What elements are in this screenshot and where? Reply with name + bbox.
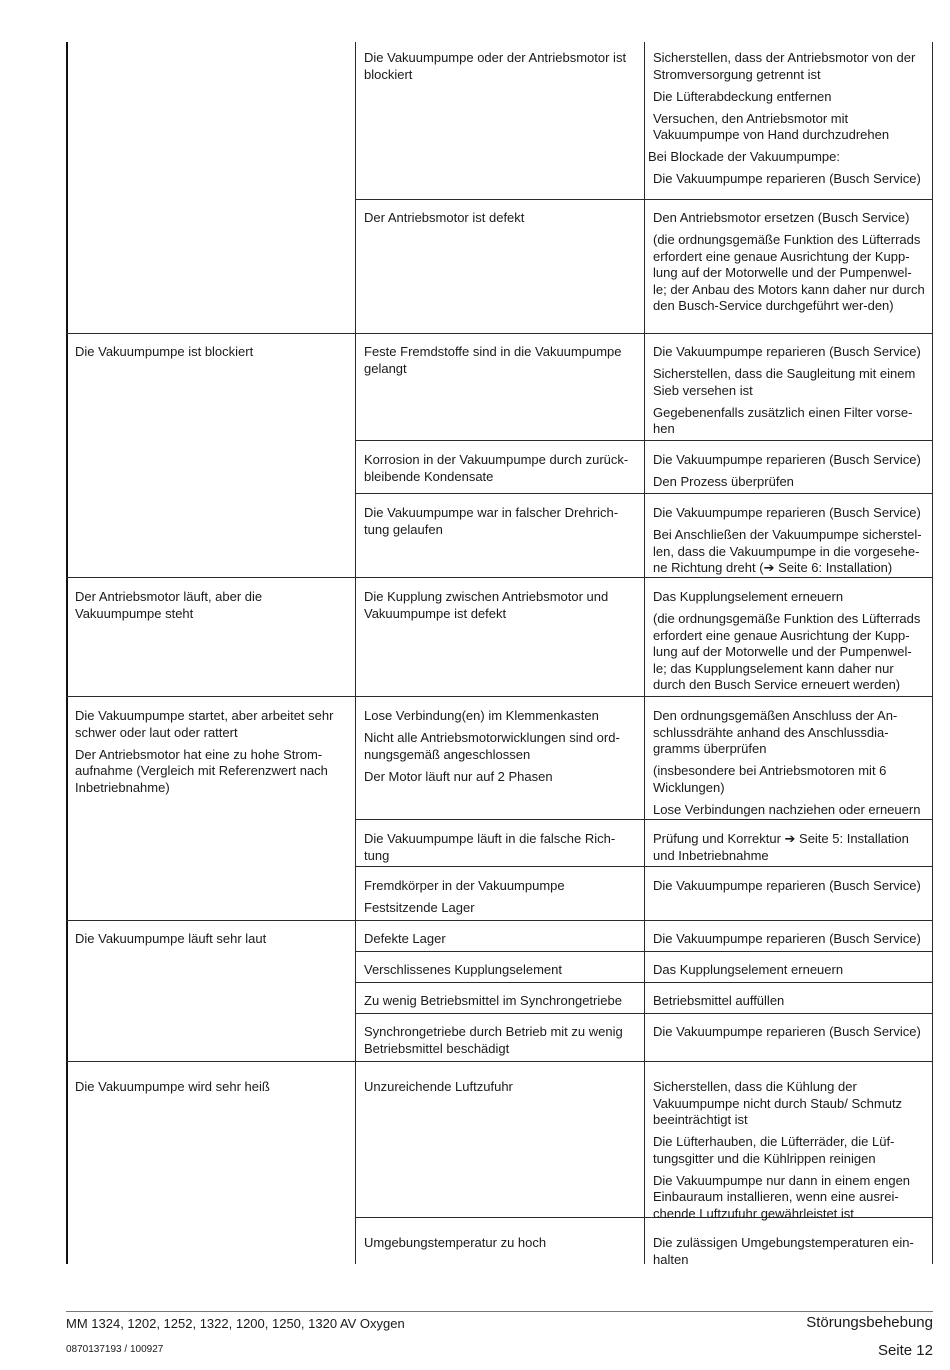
- remedy-cell: [653, 452, 925, 496]
- cause-cell-line: Umgebungstemperatur zu hoch: [364, 1235, 547, 1250]
- footer-rule: [66, 1311, 933, 1312]
- remedy-cell-line: Bei Blockade der Vakuumpumpe:: [648, 149, 840, 164]
- remedy-cell: [653, 210, 925, 320]
- remedy-cell-line: Die Vakuumpumpe reparieren (Busch Service): [653, 344, 921, 359]
- remedy-cell-line: Bei Anschließen der Vakuumpumpe sicherstel-len, dass die Vakuumpumpe in die vorgesehe-ne Richtung dreht (➔ Seite 6: Installation): [653, 527, 922, 575]
- cause-cell: [364, 878, 636, 922]
- remedy-cell-line: Den Prozess überprüfen: [653, 474, 794, 489]
- remedy-cell: [653, 1079, 925, 1228]
- symptom-cell: [75, 589, 345, 628]
- remedy-cell-line: Die Lüfterabdeckung entfernen: [653, 88, 832, 104]
- remedy-cell-line: Sicherstellen, dass die Kühlung der Vakuumpumpe nicht durch Staub/ Schmutz beeinträchtigt ist: [653, 1079, 903, 1127]
- cause-cell: [364, 589, 636, 628]
- cause-cell-line: Die Kupplung zwischen Antriebsmotor und Vakuumpumpe ist defekt: [364, 589, 609, 621]
- remedy-cell-line: (die ordnungsgemäße Funktion des Lüfterrads erfordert eine genaue Ausrichtung der Kupp-lung auf der Motorwelle und der Pumpenwel-le; das Kupplungselement kann daher nur durch den Busch Service erneuert werden): [653, 611, 921, 692]
- remedy-cell-line: Gegebenenfalls zusätzlich einen Filter vorse-hen: [653, 404, 913, 436]
- cause-cell-line: Die Vakuumpumpe war in falscher Drehrich-tung gelaufen: [364, 505, 619, 537]
- symptom-cell-line: Der Antriebsmotor hat eine zu hohe Strom-aufnahme (Vergleich mit Referenzwert nach Inbetriebnahme): [75, 746, 328, 795]
- remedy-cell-line: (die ordnungsgemäße Funktion des Lüfterrads erfordert eine genaue Ausrichtung der Kupp-lung auf der Motorwelle und der Pumpenwel-le; der Anbau des Motors kann daher nur durch den Busch-Service durchgeführt wer-den): [653, 232, 925, 313]
- remedy-cell: [653, 1024, 925, 1046]
- remedy-cell-line: (insbesondere bei Antriebsmotoren mit 6 Wicklungen): [653, 763, 887, 795]
- subrow-separator: [355, 199, 933, 200]
- symptom-cell-line: Die Vakuumpumpe ist blockiert: [75, 344, 254, 359]
- cause-cell: [364, 452, 636, 491]
- remedy-cell-line: Lose Verbindungen nachziehen oder erneuern: [653, 801, 921, 817]
- column-divider-cause: [355, 42, 356, 1264]
- footer-models: MM 1324, 1202, 1252, 1322, 1200, 1250, 1320 AV Oxygen: [66, 1316, 405, 1331]
- symptom-cell-line: Der Antriebsmotor läuft, aber die Vakuumpumpe steht: [75, 589, 263, 621]
- remedy-cell: [653, 993, 925, 1015]
- cause-cell-line: Fremdkörper in der Vakuumpumpe: [364, 878, 565, 893]
- symptom-cell-line: Die Vakuumpumpe wird sehr heiß: [75, 1079, 270, 1094]
- symptom-cell: [75, 708, 345, 802]
- symptom-cell-line: Die Vakuumpumpe läuft sehr laut: [75, 931, 267, 946]
- cause-cell-line: Zu wenig Betriebsmittel im Synchrongetriebe: [364, 993, 622, 1008]
- remedy-cell-line: Die Vakuumpumpe reparieren (Busch Service): [653, 878, 921, 893]
- remedy-cell: [648, 50, 925, 193]
- remedy-cell-line: Betriebsmittel auffüllen: [653, 993, 785, 1008]
- cause-cell-line: Korrosion in der Vakuumpumpe durch zurück-bleibende Kondensate: [364, 452, 629, 484]
- cause-cell: [364, 210, 636, 232]
- cause-cell: [364, 1024, 636, 1063]
- troubleshooting-table: [66, 42, 933, 1267]
- remedy-cell: [653, 1235, 925, 1274]
- remedy-cell-line: Versuchen, den Antriebsmotor mit Vakuumpumpe von Hand durchzudrehen: [653, 110, 890, 142]
- remedy-cell: [653, 831, 925, 870]
- cause-cell-line: Lose Verbindung(en) im Klemmenkasten: [364, 708, 599, 723]
- remedy-cell-line: Die Vakuumpumpe reparieren (Busch Service): [653, 505, 921, 520]
- table-border-right: [932, 42, 933, 1264]
- remedy-cell: [653, 962, 925, 984]
- remedy-cell-line: Sicherstellen, dass die Saugleitung mit einem Sieb versehen ist: [653, 366, 916, 398]
- remedy-cell: [653, 344, 925, 443]
- footer-section: Störungsbehebung: [806, 1314, 933, 1331]
- remedy-cell-line: Das Kupplungselement erneuern: [653, 962, 844, 977]
- remedy-cell-line: Die Lüfterhauben, die Lüfterräder, die Lüf-tungsgitter und die Kühlrippen reinigen: [653, 1134, 895, 1166]
- remedy-cell-line: Prüfung und Korrektur ➔ Seite 5: Installation und Inbetriebnahme: [653, 831, 909, 863]
- cause-cell-line: Die Vakuumpumpe oder der Antriebsmotor ist blockiert: [364, 50, 627, 82]
- remedy-cell: [653, 931, 925, 953]
- remedy-cell-line: Die Vakuumpumpe reparieren (Busch Service): [653, 452, 921, 467]
- cause-cell: [364, 962, 636, 984]
- cause-cell-line: Der Motor läuft nur auf 2 Phasen: [364, 768, 553, 784]
- remedy-cell: [653, 589, 925, 699]
- cause-cell-line: Feste Fremdstoffe sind in die Vakuumpumpe gelangt: [364, 344, 622, 376]
- cause-cell: [364, 1079, 636, 1101]
- cause-cell-line: Die Vakuumpumpe läuft in die falsche Rich-tung: [364, 831, 616, 863]
- cause-cell-line: Festsitzende Lager: [364, 900, 475, 915]
- remedy-cell-line: Die Vakuumpumpe nur dann in einem engen Einbauraum installieren, wenn eine ausrei-chende Luftzufuhr gewährleistet ist: [653, 1172, 911, 1221]
- cause-cell-line: Nicht alle Antriebsmotorwicklungen sind ord-nungsgemäß angeschlossen: [364, 730, 620, 762]
- cause-cell: [364, 831, 636, 870]
- symptom-cell-line: Die Vakuumpumpe startet, aber arbeitet sehr schwer oder laut oder rattert: [75, 708, 334, 740]
- cause-cell: [364, 344, 636, 383]
- remedy-cell: [653, 878, 925, 900]
- footer-doc-number: 0870137193 / 100927: [66, 1344, 164, 1355]
- cause-cell-line: Verschlissenes Kupplungselement: [364, 962, 563, 977]
- remedy-cell-line: Die zulässigen Umgebungstemperaturen ein-halten: [653, 1235, 914, 1267]
- remedy-cell-line: Die Vakuumpumpe reparieren (Busch Service): [653, 171, 921, 186]
- symptom-cell: [75, 1079, 345, 1101]
- cause-cell: [364, 931, 636, 953]
- cause-cell-line: Synchrongetriebe durch Betrieb mit zu wenig Betriebsmittel beschädigt: [364, 1024, 623, 1056]
- symptom-cell: [75, 344, 345, 366]
- cause-cell-line: Defekte Lager: [364, 931, 446, 946]
- remedy-cell-line: Die Vakuumpumpe reparieren (Busch Service): [653, 1024, 921, 1039]
- cause-cell: [364, 1235, 636, 1257]
- cause-cell-line: Der Antriebsmotor ist defekt: [364, 210, 525, 225]
- row-separator: [66, 333, 933, 334]
- column-divider-remedy: [644, 42, 645, 1264]
- remedy-cell-line: Die Vakuumpumpe reparieren (Busch Service): [653, 931, 921, 946]
- table-border-left: [66, 42, 68, 1264]
- cause-cell: [364, 708, 636, 791]
- remedy-cell: [653, 505, 925, 582]
- remedy-cell-line: Das Kupplungselement erneuern: [653, 589, 844, 604]
- cause-cell: [364, 993, 636, 1015]
- symptom-cell: [75, 931, 345, 953]
- remedy-cell-line: Sicherstellen, dass der Antriebsmotor von der Stromversorgung getrennt ist: [653, 50, 916, 82]
- remedy-cell-line: Den ordnungsgemäßen Anschluss der An-schlussdrähte anhand des Anschlussdia-gramms überprüfen: [653, 708, 898, 756]
- cause-cell: [364, 50, 636, 89]
- remedy-cell-line: Den Antriebsmotor ersetzen (Busch Service): [653, 210, 910, 225]
- cause-cell: [364, 505, 636, 544]
- remedy-cell: [653, 708, 925, 824]
- footer-page-number: Seite 12: [877, 1342, 933, 1359]
- cause-cell-line: Unzureichende Luftzufuhr: [364, 1079, 513, 1094]
